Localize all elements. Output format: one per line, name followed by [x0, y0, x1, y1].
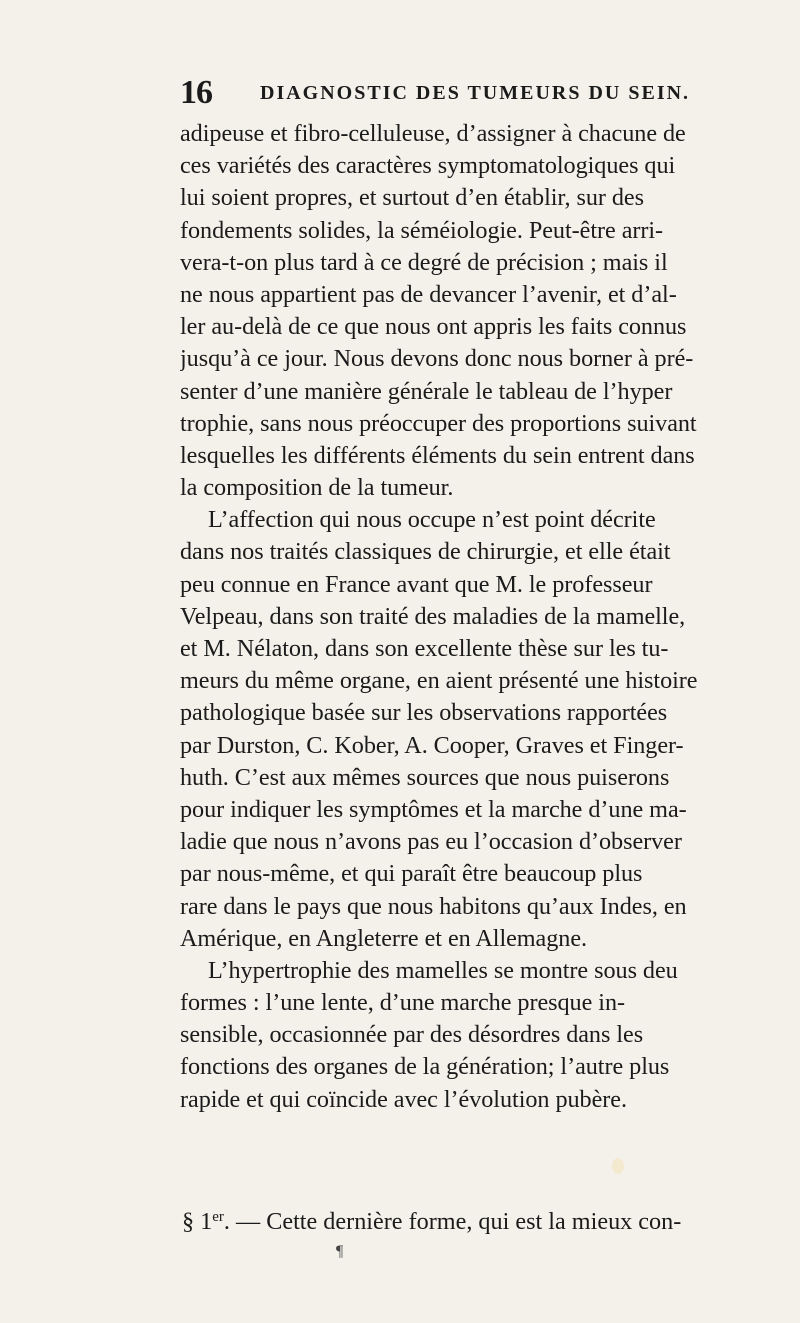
section-number: 1	[200, 1208, 213, 1235]
text-line: trophie, sans nous préoccuper des proportions suivant	[180, 409, 697, 437]
text-line: par Durston, C. Kober, A. Cooper, Graves et Finger-	[180, 731, 684, 759]
text-line: dans nos traités classiques de chirurgie, et elle était	[180, 538, 671, 566]
section-superscript: er	[212, 1209, 224, 1225]
text-line: rapide et qui coïncide avec l’évolution pubère.	[180, 1085, 627, 1113]
section-heading-line	[182, 1206, 742, 1241]
text-line: la composition de la tumeur.	[180, 474, 454, 502]
text-line: lesquelles les différents éléments du sein entrent dans	[180, 441, 695, 469]
text-line: ne nous appartient pas de devancer l’avenir, et d’al-	[180, 280, 677, 308]
text-line: et M. Nélaton, dans son excellente thèse sur les tu-	[180, 635, 669, 662]
text-line: adipeuse et fibro-celluleuse, d’assigner à chacune de	[180, 120, 686, 147]
paper-stain	[612, 1158, 624, 1174]
text-line: par nous-même, et qui paraît être beaucoup plus	[180, 860, 643, 888]
text-line: Velpeau, dans son traité des maladies de la mamelle,	[180, 602, 686, 630]
text-line: meurs du même organe, en aient présenté une histoire	[180, 667, 698, 695]
text-line: sensible, occasionnée par des désordres dans les	[180, 1021, 644, 1049]
text-line: pour indiquer les symptômes et la marche d’une ma-	[180, 795, 687, 823]
text-line: ler au-delà de ce que nous ont appris les faits connus	[180, 313, 687, 341]
text-line: ces variétés des caractères symptomatologiques qui	[180, 152, 676, 180]
paragraph-start-line: L’affection qui nous occupe n’est point décrite	[208, 506, 656, 534]
text-line: formes : l’une lente, d’une marche presque in-	[180, 989, 625, 1017]
page-number: 16	[180, 74, 212, 111]
running-title: DIAGNOSTIC DES TUMEURS DU SEIN.	[260, 82, 691, 104]
text-line: fonctions des organes de la génération; l’autre plus	[180, 1053, 670, 1081]
text-line: rare dans le pays que nous habitons qu’aux Indes, en	[180, 892, 687, 920]
text-line: jusqu’à ce jour. Nous devons donc nous borner à pré-	[180, 345, 694, 373]
running-head	[180, 75, 700, 111]
text-line: huth. C’est aux mêmes sources que nous puiserons	[180, 763, 670, 791]
text-line: peu connue en France avant que M. le professeur	[180, 570, 653, 598]
text-line: lui soient propres, et surtout d’en établir, sur des	[180, 184, 644, 212]
body-text	[180, 118, 780, 1116]
section-symbol: §	[182, 1208, 195, 1235]
text-line: fondements solides, la séméiologie. Peut-être arri-	[180, 216, 664, 244]
text-line: vera-t-on plus tard à ce degré de précision ; mais il	[180, 248, 668, 276]
text-line: Amérique, en Angleterre et en Allemagne.	[180, 924, 588, 952]
printer-mark: ¶	[336, 1243, 344, 1260]
text-line: pathologique basée sur les observations rapportées	[180, 699, 668, 727]
text-line: ladie que nous n’avons pas eu l’occasion d’observer	[180, 828, 682, 856]
section-text: . — Cette dernière forme, qui est la mieux con-	[223, 1208, 682, 1235]
paragraph-start-line: L’hypertrophie des mamelles se montre sous deu	[208, 956, 678, 984]
text-line: senter d’une manière générale le tableau de l’hyper	[180, 377, 673, 405]
